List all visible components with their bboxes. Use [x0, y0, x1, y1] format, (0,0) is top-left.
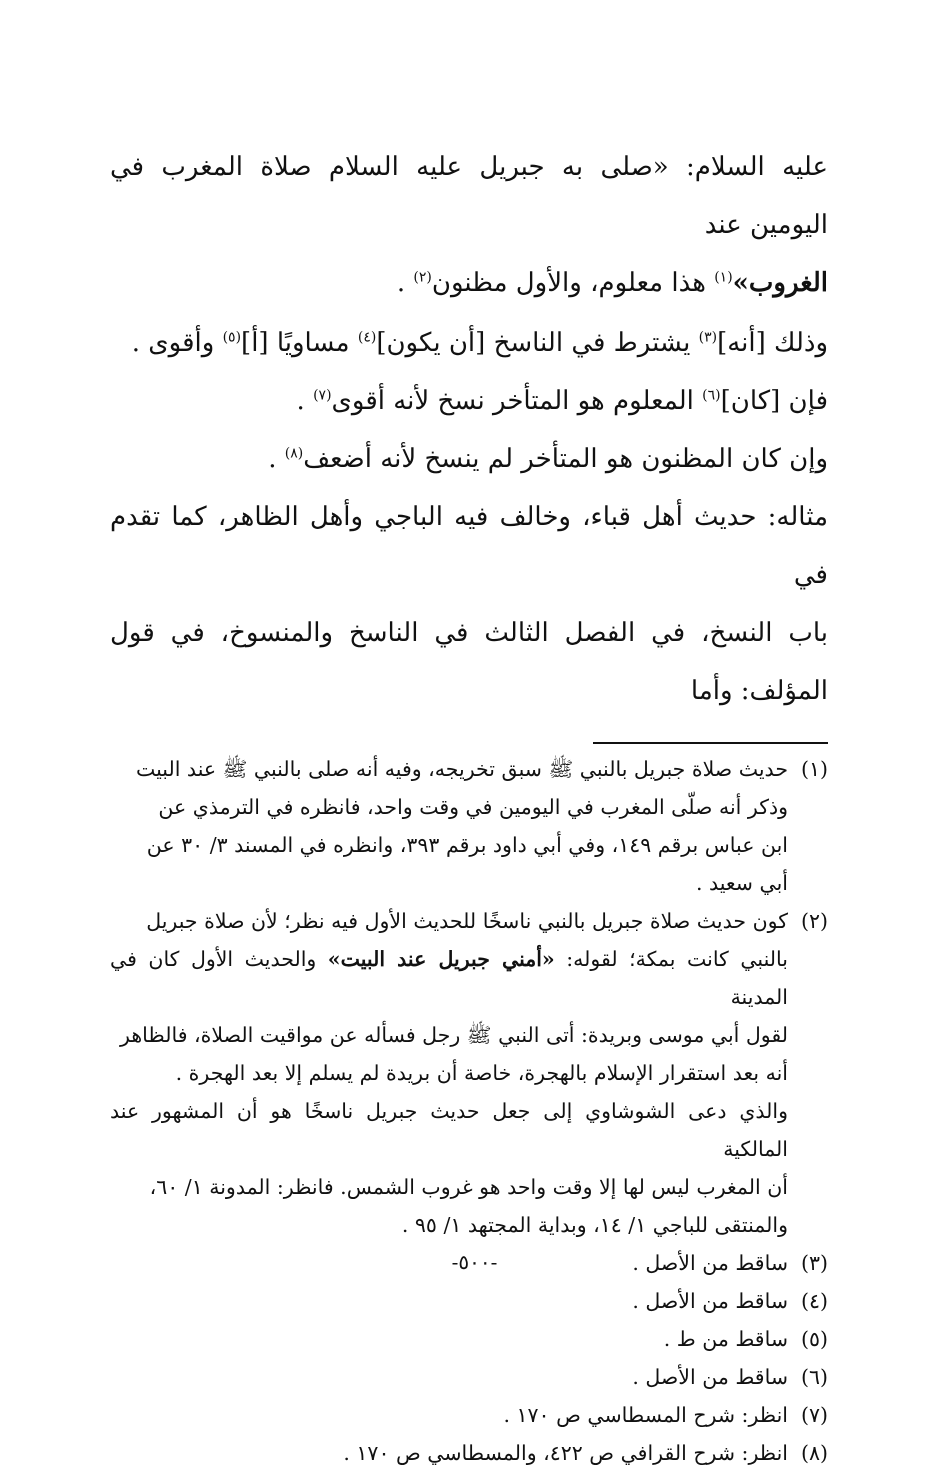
text-fragment: هذا معلوم، والأول مظنون	[431, 268, 715, 298]
footnote-line: ابن عباس برقم ١٤٩، وفي أبي داود برقم ٣٩٣، وانظره في المسند ٣/ ٣٠ عن	[146, 833, 788, 857]
paragraph-3	[110, 372, 828, 430]
footnote-line: لقول أبي موسى وبريدة: أتى النبي ﷺ رجل فسأله عن مواقيت الصلاة، فالظاهر	[120, 1023, 788, 1047]
footnote-line: والمنتقى للباجي ١/ ١٤، وبداية المجتهد ١/ ٩٥ .	[401, 1213, 788, 1237]
text-fragment: وذلك [أنه]	[717, 328, 828, 358]
footnote-ref[interactable]: (٥)	[222, 329, 242, 346]
text-line: مثاله: حديث أهل قباء، وخالف فيه الباجي وأهل الظاهر، كما تقدم في	[110, 502, 828, 590]
footnote-number: (٦)	[800, 1365, 828, 1389]
text-line: عليه السلام: «صلى به جبريل عليه السلام صلاة المغرب في اليومين عند	[110, 152, 828, 240]
footnote-divider	[593, 742, 828, 744]
footnotes	[110, 750, 828, 1472]
text-fragment: مساويًا [أ]	[241, 328, 358, 358]
footnote-fragment: والحديث الأول كان في المدينة	[110, 947, 788, 1009]
footnote-text: ساقط من الأصل .	[632, 1289, 788, 1313]
footnote-number: (٤)	[800, 1289, 828, 1313]
footnote-ref[interactable]: (١)	[714, 269, 733, 286]
paragraph-4	[110, 430, 828, 488]
text-fragment: وإن كان المظنون هو المتأخر لم ينسخ لأنه أضعف	[303, 444, 828, 474]
footnote-6	[110, 1358, 828, 1396]
footnote-number: (٨)	[800, 1441, 828, 1465]
main-text	[110, 138, 828, 720]
footnote-1	[110, 750, 828, 902]
footnote-ref[interactable]: (٣)	[698, 329, 718, 346]
footnote-ref[interactable]: (٦)	[702, 387, 721, 404]
footnote-text: انظر: شرح المسطاسي ص ١٧٠ .	[503, 1403, 788, 1427]
text-fragment: وأقوى .	[131, 328, 223, 358]
footnote-text: ساقط من ط .	[663, 1327, 788, 1351]
paragraph-2	[110, 314, 828, 372]
footnote-8	[110, 1434, 828, 1472]
footnote-text: انظر: شرح القرافي ص ٤٢٢، والمسطاسي ص ١٧٠ .	[343, 1441, 788, 1465]
footnote-line: كون حديث صلاة جبريل بالنبي ناسخًا للحديث الأول فيه نظر؛ لأن صلاة جبريل	[146, 909, 788, 933]
footnote-4	[110, 1282, 828, 1320]
footnote-line: أن المغرب ليس لها إلا وقت واحد هو غروب الشمس. فانظر: المدونة ١/ ٦٠،	[149, 1175, 788, 1199]
text-fragment: .	[268, 444, 285, 474]
footnote-line	[110, 940, 788, 1016]
footnote-line: حديث صلاة جبريل بالنبي ﷺ سبق تخريجه، وفيه أنه صلى بالنبي ﷺ عند البيت	[135, 757, 788, 781]
text-line: باب النسخ، في الفصل الثالث في الناسخ والمنسوخ، في قول المؤلف: وأما	[110, 618, 828, 706]
footnote-7	[110, 1396, 828, 1434]
footnote-number: (٧)	[800, 1403, 828, 1427]
footnote-text: ساقط من الأصل .	[632, 1251, 788, 1275]
text-fragment: يشترط في الناسخ [أن يكون]	[376, 328, 699, 358]
text-fragment: .	[396, 268, 414, 298]
footnote-5	[110, 1320, 828, 1358]
footnote-ref[interactable]: (٢)	[413, 269, 432, 286]
footnote-fragment: بالنبي كانت بمكة؛ لقوله:	[554, 947, 788, 971]
footnote-number: (١)	[800, 757, 828, 781]
footnote-2	[110, 902, 828, 1244]
footnote-number: (٢)	[800, 909, 828, 933]
footnote-ref[interactable]: (٧)	[313, 387, 332, 404]
text-fragment: فإن [كان]	[720, 386, 828, 416]
footnote-number: (٣)	[800, 1251, 828, 1275]
footnote-line: أبي سعيد .	[695, 871, 788, 895]
text-fragment: .	[296, 386, 314, 416]
page-number: -٥٠٠-	[451, 1250, 498, 1274]
footnote-text	[110, 750, 788, 902]
paragraph-5	[110, 488, 828, 720]
paragraph-1	[110, 138, 828, 312]
footnote-line: وذكر أنه صلّى المغرب في اليومين في وقت واحد، فانظره في الترمذي عن	[158, 795, 788, 819]
footnote-number: (٥)	[800, 1327, 828, 1351]
footnote-ref[interactable]: (٤)	[357, 329, 377, 346]
footnote-text: ساقط من الأصل .	[632, 1365, 788, 1389]
hadith-quote: «أمني جبريل عند البيت»	[327, 947, 555, 971]
text-fragment: المعلوم هو المتأخر نسخ لأنه أقوى	[331, 386, 703, 416]
footnote-text	[110, 902, 788, 1244]
footnote-line: والذي دعى الشوشاوي إلى جعل حديث جبريل ناسخًا هو أن المشهور عند المالكية	[110, 1099, 788, 1161]
footnote-line: أنه بعد استقرار الإسلام بالهجرة، خاصة أن بريدة لم يسلم إلا بعد الهجرة .	[175, 1061, 788, 1085]
footnote-ref[interactable]: (٨)	[284, 445, 304, 462]
text-fragment: الغروب»	[732, 268, 828, 298]
